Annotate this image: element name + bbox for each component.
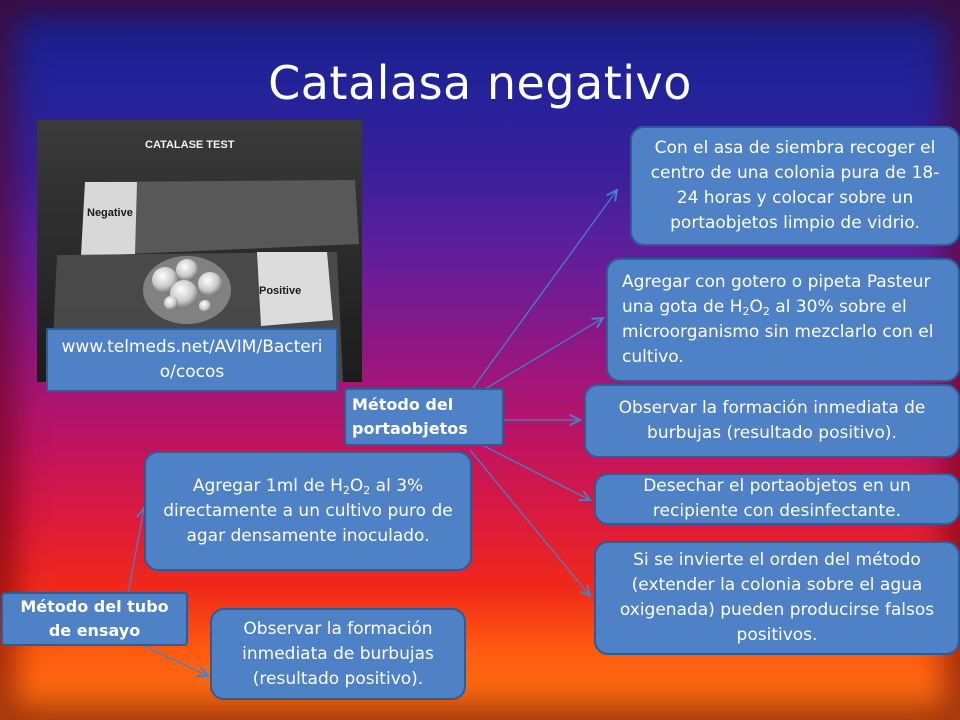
slide-step-4 [594, 473, 960, 525]
tube-step-1 [144, 451, 472, 571]
slide-step-1 [630, 126, 960, 246]
photo-heading: CATALASE TEST [145, 139, 235, 151]
arrow-to-step-1 [470, 190, 617, 392]
source-url-box [46, 328, 338, 392]
positive-label: Positive [259, 285, 302, 297]
slide-step-4-text: Desechar el portaobjetos en un recipiente con desinfectante. [643, 476, 911, 521]
negative-label: Negative [87, 207, 133, 219]
arrow-to-tube-step-2 [140, 644, 208, 676]
slide-method-label [344, 388, 504, 446]
slide-step-3 [584, 384, 960, 458]
slide-step-3-text: Observar la formación inmediata de burbujas (resultado positivo). [618, 398, 926, 443]
slide-step-5-text: Si se invierte el orden del método (extender la colonia sobre el agua oxigenada) pueden producirse falsos positivos. [619, 550, 935, 645]
slide-method-label-text: Método del portaobjetos [352, 395, 468, 438]
arrow-to-tube-step-1 [128, 508, 144, 594]
slide-step-2-text: Agregar con gotero o pipeta Pasteur una gota de $H_2O_2$ al 30% sobre el microorganismo sin mezclarlo con el cultivo. [622, 272, 934, 367]
arrow-to-step-4 [480, 444, 590, 500]
source-url: www.telmeds.net/AVIM/Bacterio/cocos [61, 337, 323, 382]
arrow-to-step-2 [470, 318, 603, 398]
slide-step-2 [606, 258, 960, 382]
tube-step-1-text: Agregar 1ml de $H_2O_2$ al 3% directamente a un cultivo puro de agar densamente inoculado. [163, 475, 453, 546]
tube-step-2-text: Observar la formación inmediata de burbujas (resultado positivo). [242, 618, 434, 689]
slide-step-1-text: Con el asa de siembra recoger el centro de una colonia pura de 18-24 horas y colocar sobre un portaobjetos limpio de vidrio. [650, 138, 940, 233]
slide-title: Catalasa negativo [268, 56, 692, 110]
tube-step-2 [210, 608, 466, 700]
slide-step-5 [594, 541, 960, 655]
arrow-to-step-5 [470, 450, 590, 596]
tube-method-label [1, 592, 188, 646]
tube-method-label-text: Método del tubo de ensayo [20, 597, 169, 640]
